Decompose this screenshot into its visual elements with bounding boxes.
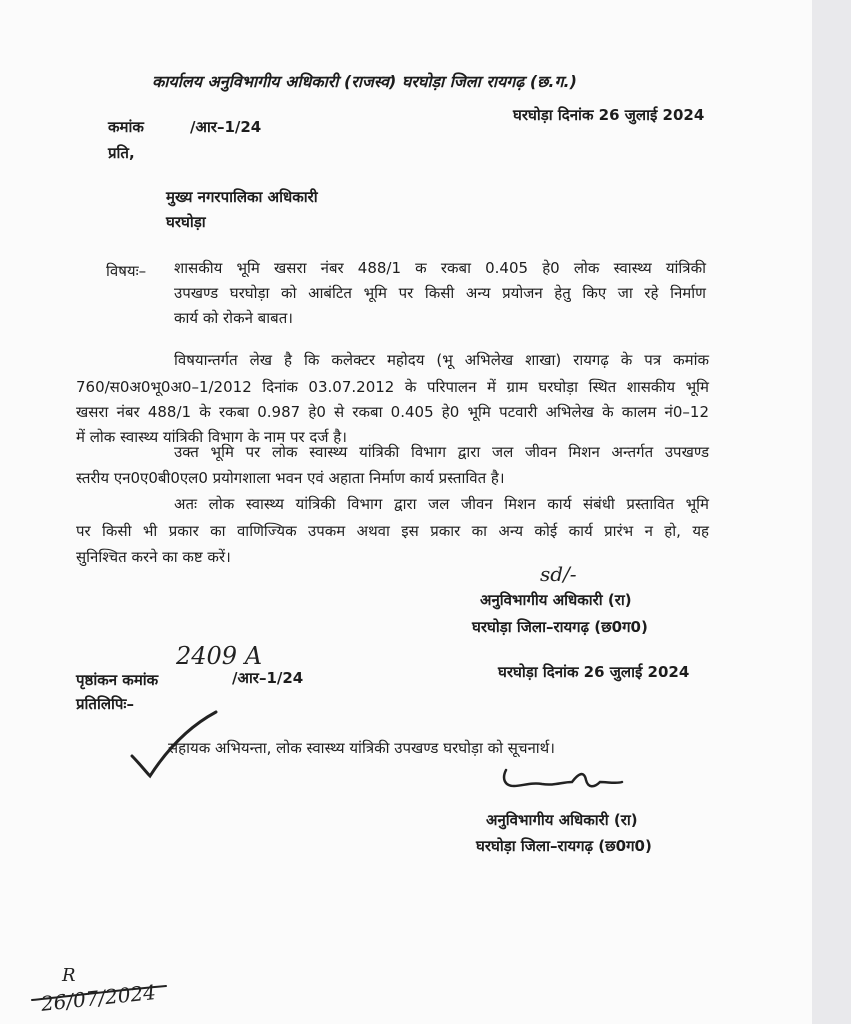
- para2-line-2: स्तरीय एन0ए0बी0एल0 प्रयोगशाला भवन एवं अहाता निर्माण कार्य प्रस्तावित है।: [76, 469, 505, 487]
- signature2-designation: अनुविभागीय अधिकारी (रा): [486, 811, 638, 829]
- para3-line-1: अतः लोक स्वास्थ्य यांत्रिकी विभाग द्वारा जल जीवन मिशन कार्य संबंधी प्रस्तावित भूमि: [174, 495, 709, 513]
- page-edge: [812, 0, 851, 1024]
- letter-date: घरघोड़ा दिनांक 26 जुलाई 2024: [513, 106, 705, 124]
- ref-label: कमांक: [108, 118, 144, 136]
- para1-line-2: 760/स0अ0भू0अ0–1/2012 दिनांक 03.07.2012 के परिपालन में ग्राम घरघोड़ा स्थित शासकीय भूमि: [76, 378, 709, 396]
- to-label: प्रति,: [108, 144, 135, 162]
- copy-to-text: सहायक अभियन्ता, लोक स्वास्थ्य यांत्रिकी उपखण्ड घरघोड़ा को सूचनार्थ।: [168, 739, 555, 757]
- subject-line-1: शासकीय भूमि खसरा नंबर 488/1 क रकबा 0.405 हे0 लोक स्वास्थ्य यांत्रिकी: [174, 259, 706, 277]
- subject-line-3: कार्य को रोकने बाबत।: [174, 309, 293, 327]
- endorsement-handwritten-number: 2409 A: [176, 642, 263, 670]
- endorsement-date: घरघोड़ा दिनांक 26 जुलाई 2024: [498, 663, 690, 681]
- para1-line-3: खसरा नंबर 488/1 के रकबा 0.987 हे0 से रकबा 0.405 हे0 भूमि पटवारी अभिलेख के कालम नं0–12: [76, 403, 709, 421]
- para3-line-2: पर किसी भी प्रकार का वाणिज्यिक उपकम अथवा इस प्रकार का अन्य कोई कार्य प्रारंभ न हो, यह: [76, 522, 709, 540]
- received-date: 26/07/2024: [39, 979, 157, 1016]
- endorsement-label: पृष्ठांकन कमांक: [76, 671, 159, 689]
- received-underline: [30, 984, 170, 1004]
- office-title: कार्यालय अनुविभागीय अधिकारी (राजस्व) घरघोड़ा जिला रायगढ़ (छ.ग.): [152, 72, 577, 91]
- para1-line-4: में लोक स्वास्थ्य यांत्रिकी विभाग के नाम पर दर्ज है।: [76, 428, 347, 446]
- signature1-designation: अनुविभागीय अधिकारी (रा): [480, 591, 632, 609]
- endorsement-ref-number: /आर–1/24: [232, 669, 304, 687]
- para1-line-1: विषयान्तर्गत लेख है कि कलेक्टर महोदय (भू अभिलेख शाखा) रायगढ़ के पत्र कमांक: [174, 351, 709, 369]
- ref-number: /आर–1/24: [190, 118, 262, 136]
- recipient-line-1: मुख्य नगरपालिका अधिकारी: [166, 188, 318, 206]
- copy-label: प्रतिलिपिः–: [76, 695, 134, 713]
- check-mark-icon: [128, 708, 228, 788]
- subject-line-2: उपखण्ड घरघोड़ा को आबंटित भूमि पर किसी अन्य प्रयोजन हेतु किए जा रहे निर्माण: [174, 284, 706, 302]
- signature1-location: घरघोड़ा जिला–रायगढ़ (छ0ग0): [472, 618, 648, 636]
- recipient-line-2: घरघोड़ा: [166, 213, 206, 231]
- signature2-location: घरघोड़ा जिला–रायगढ़ (छ0ग0): [476, 837, 652, 855]
- subject-label: विषयः–: [106, 262, 147, 280]
- handwritten-signature: [498, 760, 628, 800]
- signature-mark: sd/-: [540, 562, 577, 586]
- received-mark: R: [62, 965, 76, 986]
- para3-line-3: सुनिश्चित करने का कष्ट करें।: [76, 548, 231, 566]
- para2-line-1: उक्त भूमि पर लोक स्वास्थ्य यांत्रिकी विभाग द्वारा जल जीवन मिशन अन्तर्गत उपखण्ड: [174, 443, 709, 461]
